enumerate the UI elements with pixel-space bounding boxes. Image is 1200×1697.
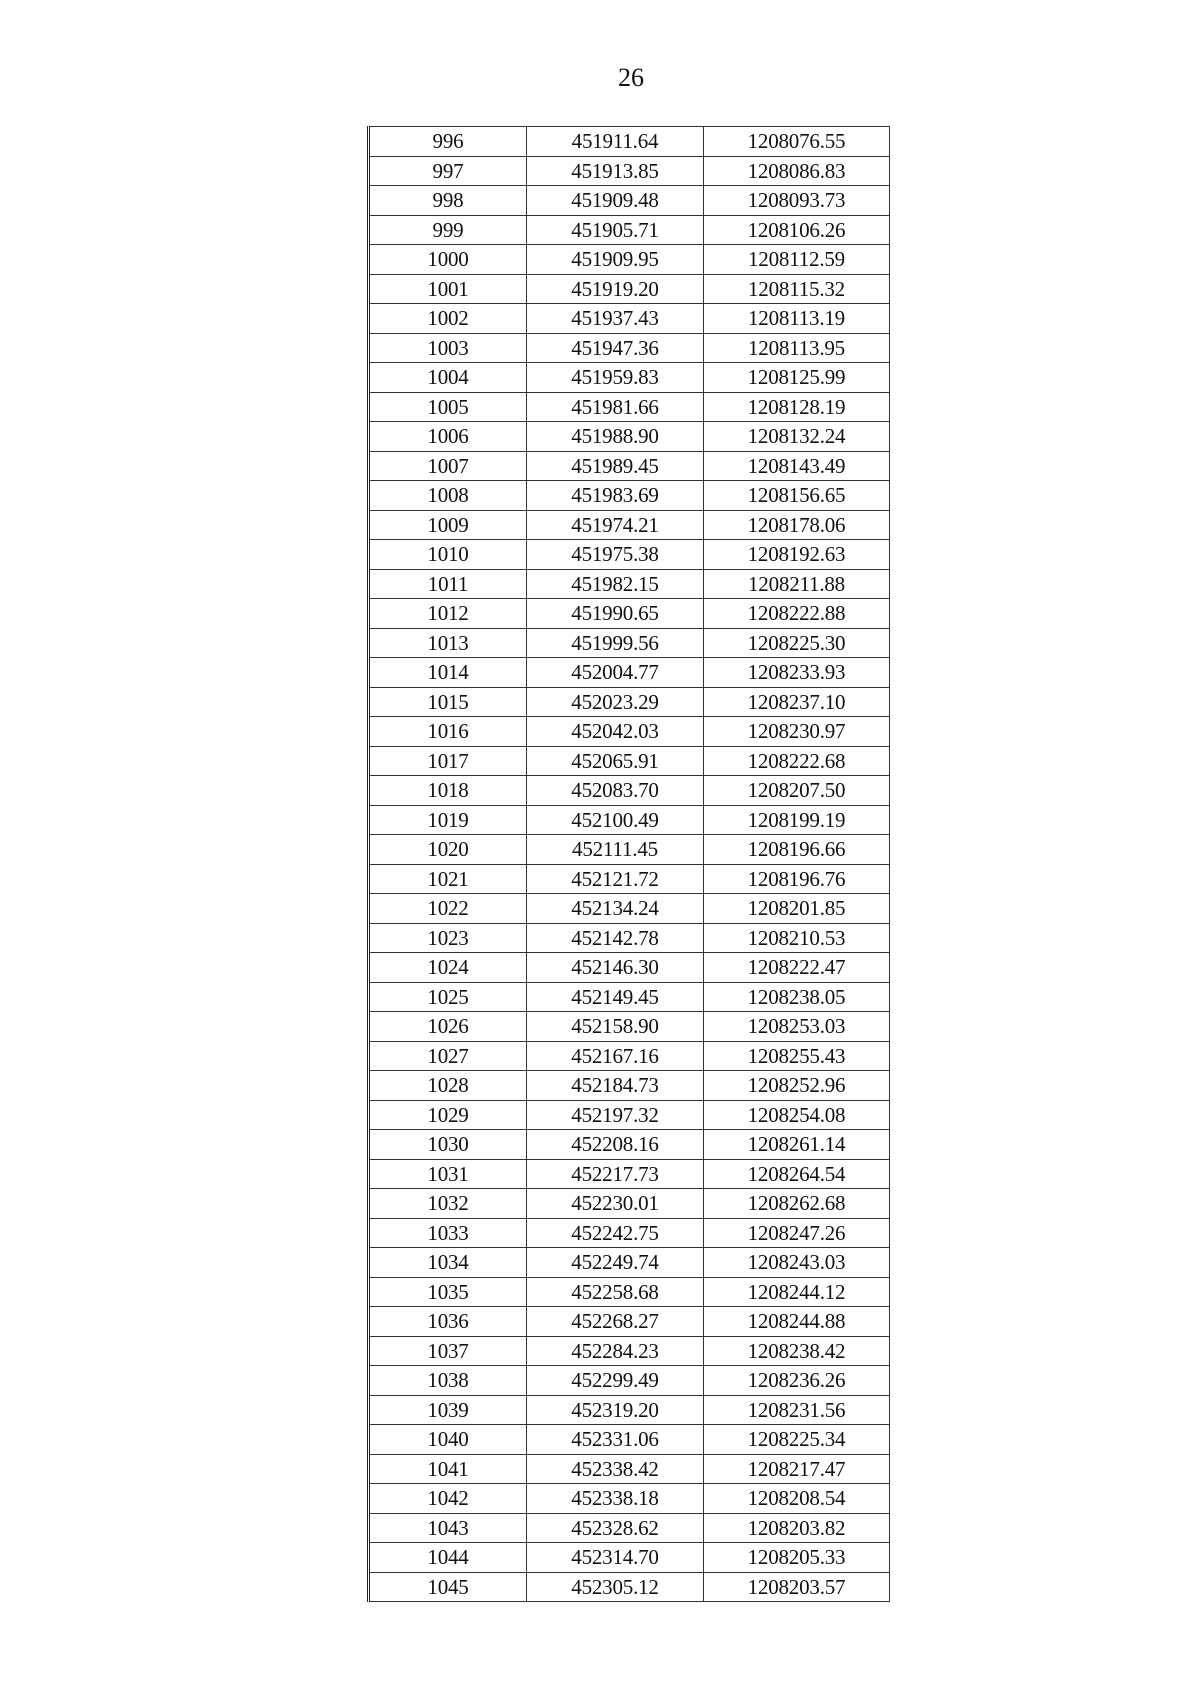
point-number-cell: 1025 (369, 982, 527, 1012)
y-coordinate-cell: 1208238.05 (704, 982, 890, 1012)
y-coordinate-cell: 1208236.26 (704, 1366, 890, 1396)
point-number-cell: 1007 (369, 451, 527, 481)
point-number-cell: 1026 (369, 1012, 527, 1042)
y-coordinate-cell: 1208222.88 (704, 599, 890, 629)
x-coordinate-cell: 452230.01 (527, 1189, 704, 1219)
point-number-cell: 1000 (369, 245, 527, 275)
x-coordinate-cell: 451983.69 (527, 481, 704, 511)
table-row (369, 215, 890, 245)
table-row (369, 599, 890, 629)
x-coordinate-cell: 452134.24 (527, 894, 704, 924)
y-coordinate-cell: 1208201.85 (704, 894, 890, 924)
table-row (369, 510, 890, 540)
table-row (369, 1484, 890, 1514)
y-coordinate-cell: 1208225.34 (704, 1425, 890, 1455)
y-coordinate-cell: 1208199.19 (704, 805, 890, 835)
point-number-cell: 1031 (369, 1159, 527, 1189)
x-coordinate-cell: 452338.18 (527, 1484, 704, 1514)
x-coordinate-cell: 451937.43 (527, 304, 704, 334)
x-coordinate-cell: 451909.48 (527, 186, 704, 216)
y-coordinate-cell: 1208125.99 (704, 363, 890, 393)
point-number-cell: 1009 (369, 510, 527, 540)
table-row (369, 1248, 890, 1278)
y-coordinate-cell: 1208244.88 (704, 1307, 890, 1337)
table-row (369, 540, 890, 570)
point-number-cell: 1037 (369, 1336, 527, 1366)
y-coordinate-cell: 1208210.53 (704, 923, 890, 953)
point-number-cell: 1043 (369, 1513, 527, 1543)
table-row (369, 127, 890, 157)
x-coordinate-cell: 452158.90 (527, 1012, 704, 1042)
x-coordinate-cell: 452083.70 (527, 776, 704, 806)
table-row (369, 628, 890, 658)
table-row (369, 156, 890, 186)
point-number-cell: 1010 (369, 540, 527, 570)
y-coordinate-cell: 1208106.26 (704, 215, 890, 245)
point-number-cell: 1002 (369, 304, 527, 334)
point-number-cell: 1042 (369, 1484, 527, 1514)
y-coordinate-cell: 1208247.26 (704, 1218, 890, 1248)
point-number-cell: 1033 (369, 1218, 527, 1248)
table-row (369, 1041, 890, 1071)
x-coordinate-cell: 452338.42 (527, 1454, 704, 1484)
table-row (369, 333, 890, 363)
x-coordinate-cell: 452023.29 (527, 687, 704, 717)
table-row (369, 1425, 890, 1455)
y-coordinate-cell: 1208093.73 (704, 186, 890, 216)
y-coordinate-cell: 1208238.42 (704, 1336, 890, 1366)
table-row (369, 451, 890, 481)
y-coordinate-cell: 1208196.76 (704, 864, 890, 894)
table-row (369, 1071, 890, 1101)
table-row (369, 569, 890, 599)
point-number-cell: 1022 (369, 894, 527, 924)
point-number-cell: 1008 (369, 481, 527, 511)
x-coordinate-cell: 452167.16 (527, 1041, 704, 1071)
point-number-cell: 1011 (369, 569, 527, 599)
y-coordinate-cell: 1208113.95 (704, 333, 890, 363)
point-number-cell: 999 (369, 215, 527, 245)
x-coordinate-cell: 452184.73 (527, 1071, 704, 1101)
x-coordinate-cell: 452142.78 (527, 923, 704, 953)
x-coordinate-cell: 452004.77 (527, 658, 704, 688)
point-number-cell: 1013 (369, 628, 527, 658)
table-row (369, 835, 890, 865)
point-number-cell: 1030 (369, 1130, 527, 1160)
y-coordinate-cell: 1208252.96 (704, 1071, 890, 1101)
point-number-cell: 1006 (369, 422, 527, 452)
y-coordinate-cell: 1208196.66 (704, 835, 890, 865)
table-row (369, 1543, 890, 1573)
table-row (369, 481, 890, 511)
y-coordinate-cell: 1208254.08 (704, 1100, 890, 1130)
y-coordinate-cell: 1208113.19 (704, 304, 890, 334)
table-row (369, 363, 890, 393)
table-row (369, 1336, 890, 1366)
y-coordinate-cell: 1208222.47 (704, 953, 890, 983)
x-coordinate-cell: 451913.85 (527, 156, 704, 186)
table-row (369, 1366, 890, 1396)
x-coordinate-cell: 452146.30 (527, 953, 704, 983)
x-coordinate-cell: 452284.23 (527, 1336, 704, 1366)
y-coordinate-cell: 1208208.54 (704, 1484, 890, 1514)
y-coordinate-cell: 1208225.30 (704, 628, 890, 658)
table-row (369, 805, 890, 835)
x-coordinate-cell: 451999.56 (527, 628, 704, 658)
y-coordinate-cell: 1208233.93 (704, 658, 890, 688)
point-number-cell: 997 (369, 156, 527, 186)
point-number-cell: 1023 (369, 923, 527, 953)
table-row (369, 717, 890, 747)
x-coordinate-cell: 452305.12 (527, 1572, 704, 1602)
x-coordinate-cell: 451959.83 (527, 363, 704, 393)
x-coordinate-cell: 451974.21 (527, 510, 704, 540)
point-number-cell: 1021 (369, 864, 527, 894)
point-number-cell: 1020 (369, 835, 527, 865)
point-number-cell: 1019 (369, 805, 527, 835)
x-coordinate-cell: 452328.62 (527, 1513, 704, 1543)
table-row (369, 776, 890, 806)
table-row (369, 1277, 890, 1307)
point-number-cell: 1038 (369, 1366, 527, 1396)
y-coordinate-cell: 1208178.06 (704, 510, 890, 540)
table-row (369, 392, 890, 422)
table-row (369, 1307, 890, 1337)
x-coordinate-cell: 452258.68 (527, 1277, 704, 1307)
table-row (369, 1513, 890, 1543)
y-coordinate-cell: 1208207.50 (704, 776, 890, 806)
x-coordinate-cell: 452242.75 (527, 1218, 704, 1248)
table-row (369, 1218, 890, 1248)
table-row (369, 1100, 890, 1130)
table-row (369, 953, 890, 983)
y-coordinate-cell: 1208262.68 (704, 1189, 890, 1219)
y-coordinate-cell: 1208115.32 (704, 274, 890, 304)
point-number-cell: 1034 (369, 1248, 527, 1278)
table-row (369, 1454, 890, 1484)
point-number-cell: 1035 (369, 1277, 527, 1307)
point-number-cell: 1039 (369, 1395, 527, 1425)
point-number-cell: 1015 (369, 687, 527, 717)
table-row (369, 1395, 890, 1425)
x-coordinate-cell: 451981.66 (527, 392, 704, 422)
x-coordinate-cell: 452314.70 (527, 1543, 704, 1573)
x-coordinate-cell: 451909.95 (527, 245, 704, 275)
point-number-cell: 1001 (369, 274, 527, 304)
point-number-cell: 1003 (369, 333, 527, 363)
table-row (369, 186, 890, 216)
y-coordinate-cell: 1208217.47 (704, 1454, 890, 1484)
y-coordinate-cell: 1208222.68 (704, 746, 890, 776)
x-coordinate-cell: 451911.64 (527, 127, 704, 157)
point-number-cell: 996 (369, 127, 527, 157)
x-coordinate-cell: 452249.74 (527, 1248, 704, 1278)
point-number-cell: 1014 (369, 658, 527, 688)
table-row (369, 982, 890, 1012)
point-number-cell: 1017 (369, 746, 527, 776)
point-number-cell: 1044 (369, 1543, 527, 1573)
y-coordinate-cell: 1208203.82 (704, 1513, 890, 1543)
point-number-cell: 1040 (369, 1425, 527, 1455)
x-coordinate-cell: 451990.65 (527, 599, 704, 629)
table-row (369, 274, 890, 304)
y-coordinate-cell: 1208192.63 (704, 540, 890, 570)
point-number-cell: 1004 (369, 363, 527, 393)
table-row (369, 304, 890, 334)
table-row (369, 1572, 890, 1602)
table-row (369, 1159, 890, 1189)
y-coordinate-cell: 1208128.19 (704, 392, 890, 422)
y-coordinate-cell: 1208243.03 (704, 1248, 890, 1278)
y-coordinate-cell: 1208132.24 (704, 422, 890, 452)
coordinates-table-body (369, 127, 890, 1602)
point-number-cell: 1005 (369, 392, 527, 422)
x-coordinate-cell: 452217.73 (527, 1159, 704, 1189)
y-coordinate-cell: 1208086.83 (704, 156, 890, 186)
x-coordinate-cell: 451919.20 (527, 274, 704, 304)
point-number-cell: 1036 (369, 1307, 527, 1337)
point-number-cell: 1018 (369, 776, 527, 806)
y-coordinate-cell: 1208143.49 (704, 451, 890, 481)
y-coordinate-cell: 1208237.10 (704, 687, 890, 717)
x-coordinate-cell: 452208.16 (527, 1130, 704, 1160)
point-number-cell: 1016 (369, 717, 527, 747)
x-coordinate-cell: 452100.49 (527, 805, 704, 835)
y-coordinate-cell: 1208203.57 (704, 1572, 890, 1602)
x-coordinate-cell: 451988.90 (527, 422, 704, 452)
x-coordinate-cell: 451975.38 (527, 540, 704, 570)
point-number-cell: 1024 (369, 953, 527, 983)
coordinates-table (367, 126, 890, 1602)
y-coordinate-cell: 1208253.03 (704, 1012, 890, 1042)
y-coordinate-cell: 1208264.54 (704, 1159, 890, 1189)
x-coordinate-cell: 452149.45 (527, 982, 704, 1012)
point-number-cell: 1012 (369, 599, 527, 629)
point-number-cell: 1045 (369, 1572, 527, 1602)
y-coordinate-cell: 1208211.88 (704, 569, 890, 599)
x-coordinate-cell: 451989.45 (527, 451, 704, 481)
table-row (369, 1130, 890, 1160)
y-coordinate-cell: 1208255.43 (704, 1041, 890, 1071)
table-row (369, 1012, 890, 1042)
x-coordinate-cell: 452331.06 (527, 1425, 704, 1455)
point-number-cell: 1029 (369, 1100, 527, 1130)
table-row (369, 864, 890, 894)
y-coordinate-cell: 1208156.65 (704, 481, 890, 511)
point-number-cell: 1032 (369, 1189, 527, 1219)
x-coordinate-cell: 452197.32 (527, 1100, 704, 1130)
table-row (369, 245, 890, 275)
x-coordinate-cell: 451982.15 (527, 569, 704, 599)
table-row (369, 923, 890, 953)
point-number-cell: 1041 (369, 1454, 527, 1484)
y-coordinate-cell: 1208230.97 (704, 717, 890, 747)
table-row (369, 687, 890, 717)
y-coordinate-cell: 1208205.33 (704, 1543, 890, 1573)
point-number-cell: 1028 (369, 1071, 527, 1101)
table-row (369, 422, 890, 452)
x-coordinate-cell: 451947.36 (527, 333, 704, 363)
table-row (369, 1189, 890, 1219)
point-number-cell: 1027 (369, 1041, 527, 1071)
x-coordinate-cell: 452065.91 (527, 746, 704, 776)
y-coordinate-cell: 1208231.56 (704, 1395, 890, 1425)
x-coordinate-cell: 452121.72 (527, 864, 704, 894)
x-coordinate-cell: 452268.27 (527, 1307, 704, 1337)
x-coordinate-cell: 452111.45 (527, 835, 704, 865)
page-number: 26 (618, 63, 644, 92)
x-coordinate-cell: 452319.20 (527, 1395, 704, 1425)
y-coordinate-cell: 1208261.14 (704, 1130, 890, 1160)
table-row (369, 658, 890, 688)
x-coordinate-cell: 451905.71 (527, 215, 704, 245)
x-coordinate-cell: 452299.49 (527, 1366, 704, 1396)
y-coordinate-cell: 1208244.12 (704, 1277, 890, 1307)
x-coordinate-cell: 452042.03 (527, 717, 704, 747)
table-row (369, 894, 890, 924)
table-row (369, 746, 890, 776)
point-number-cell: 998 (369, 186, 527, 216)
y-coordinate-cell: 1208112.59 (704, 245, 890, 275)
y-coordinate-cell: 1208076.55 (704, 127, 890, 157)
